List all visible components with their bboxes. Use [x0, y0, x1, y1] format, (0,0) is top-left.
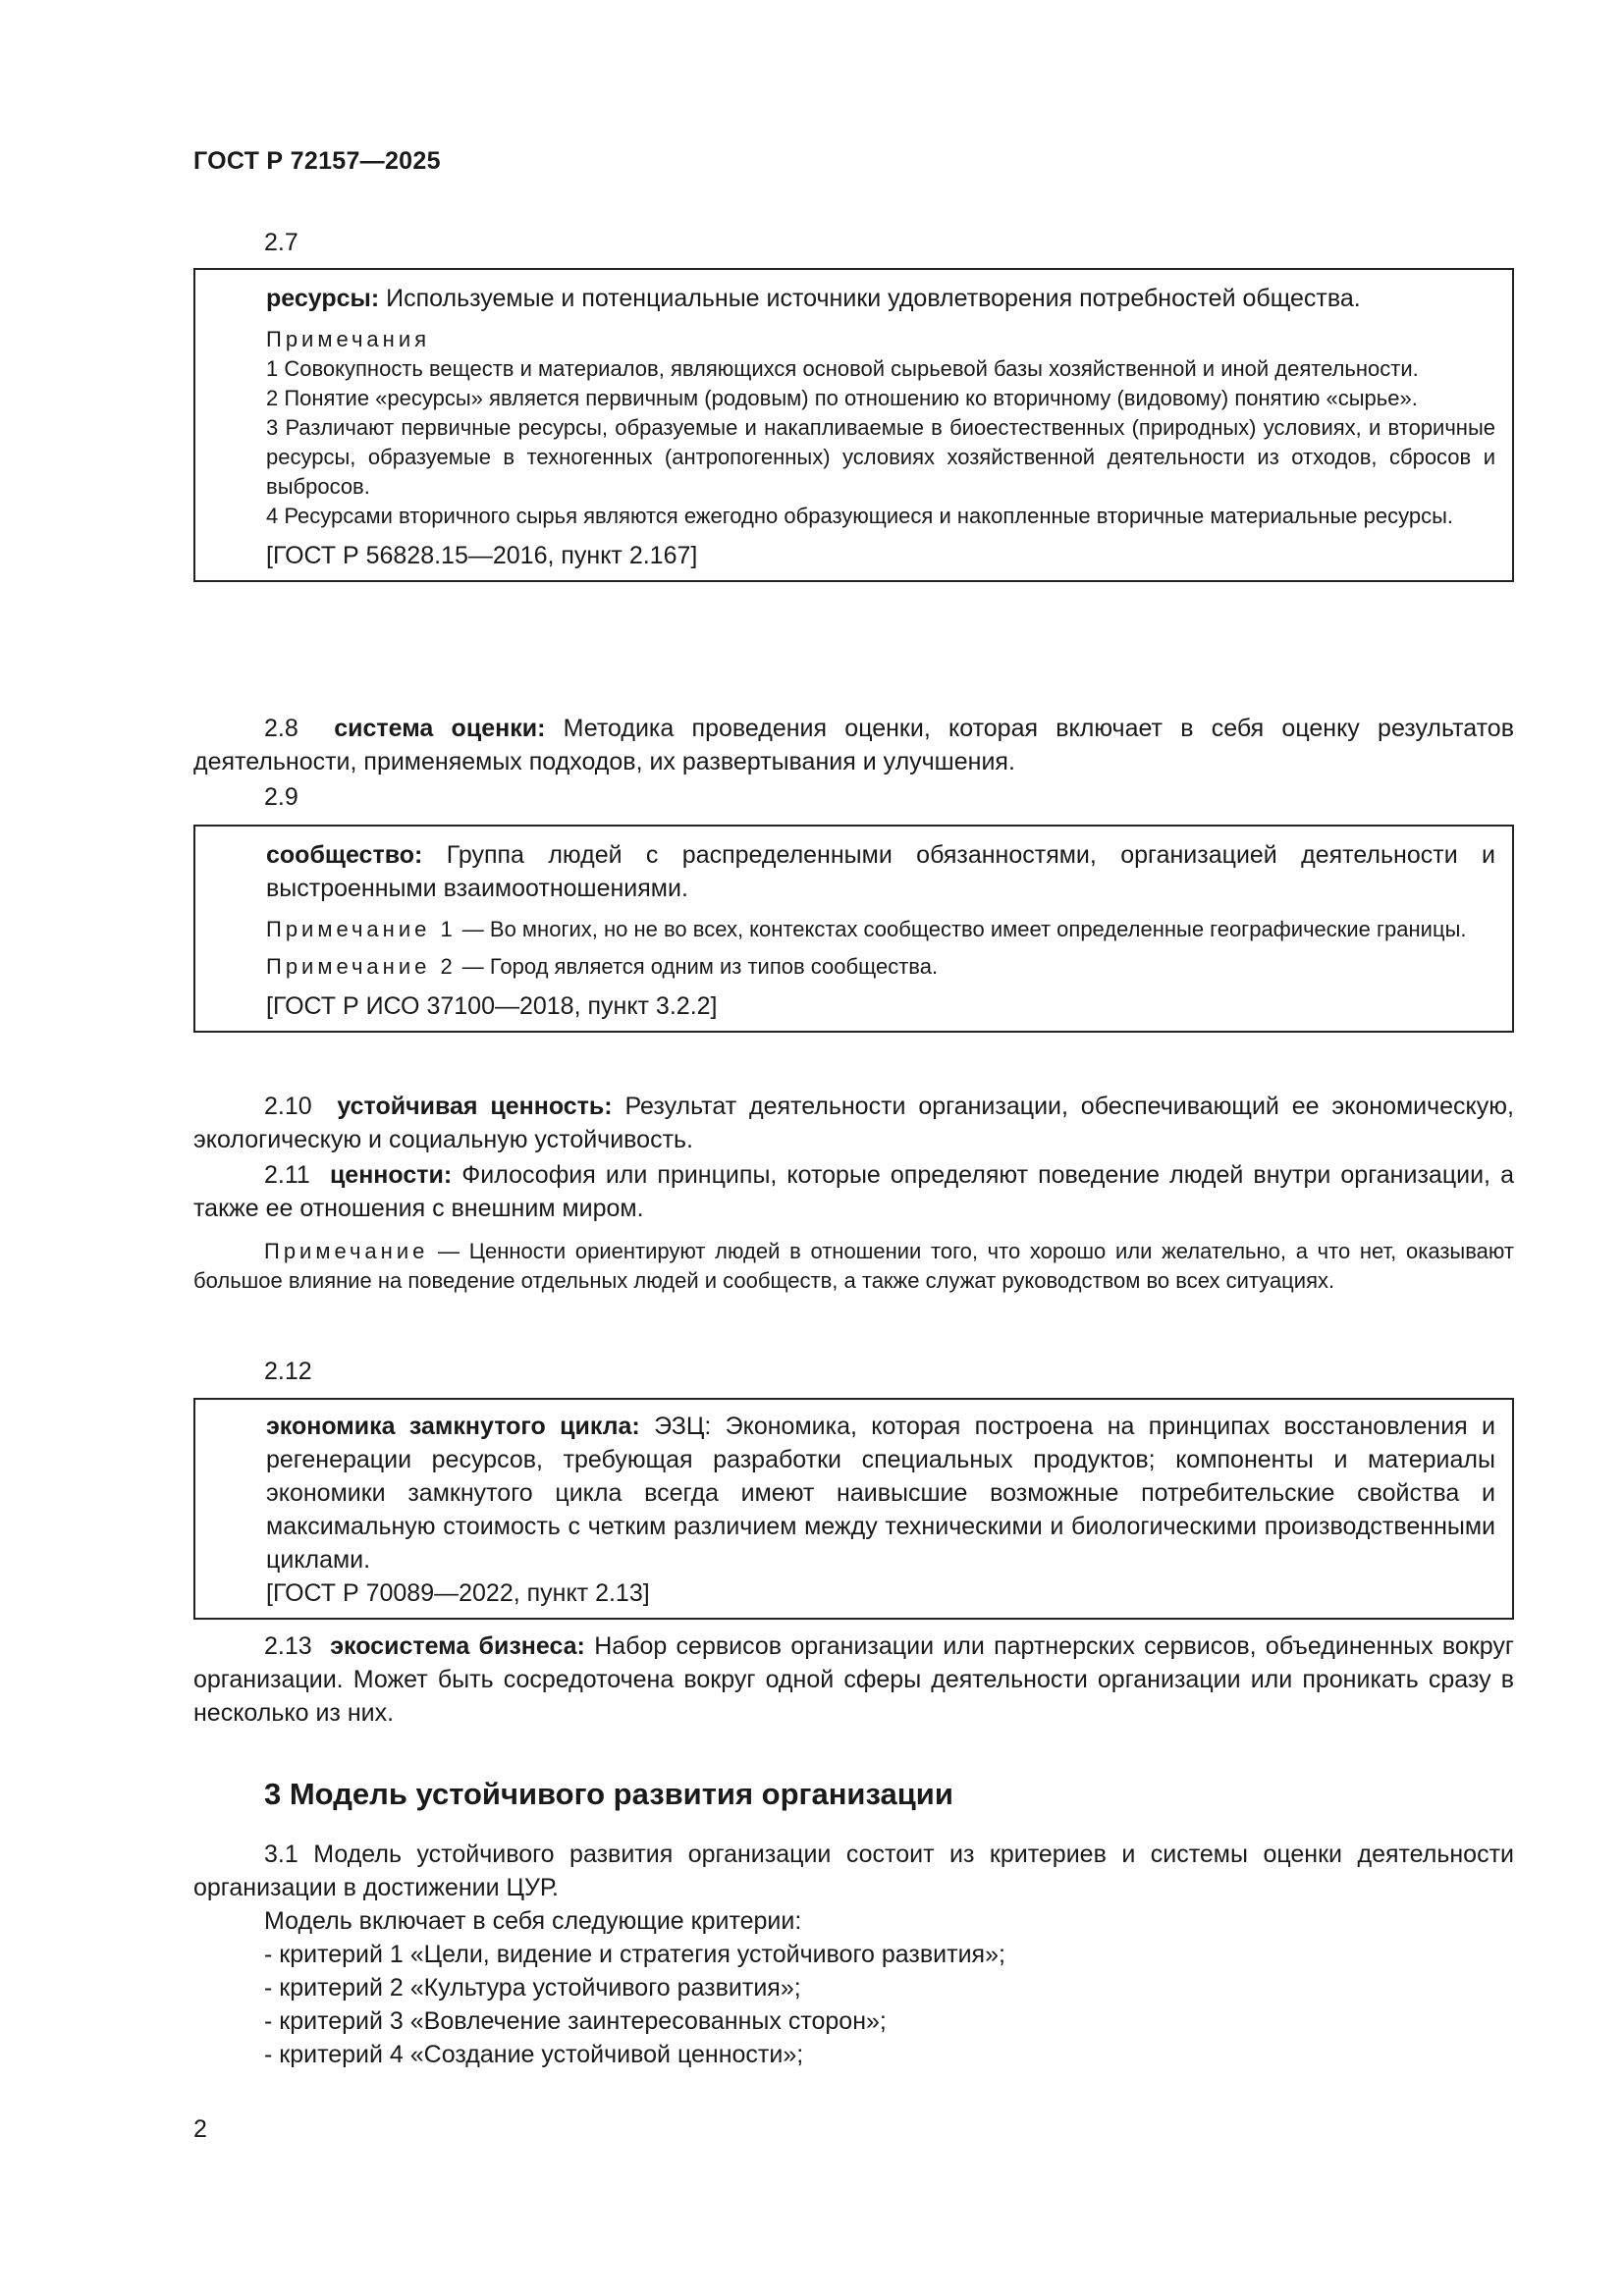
- list-item: - критерий 4 «Создание устойчивой ценности»;: [264, 2041, 804, 2068]
- note-item: 3 Различают первичные ресурсы, образуемые и накапливаемые в биоестественных (природных) условиях, и вторичные ресурсы, образуемые в техногенных (антропогенных) условиях хозяйственной деятельности из отходов, сбросов и выбросов.: [266, 415, 1495, 499]
- term-definition: [266, 282, 1495, 315]
- term-name: сообщество:: [266, 841, 423, 869]
- list-item: - критерий 2 «Культура устойчивого развития»;: [264, 1974, 801, 2002]
- term-number: 2.11: [264, 1161, 310, 1189]
- note-item: 4 Ресурсами вторичного сырья являются ежегодно образующиеся и накопленные вторичные материальные ресурсы.: [266, 504, 1454, 528]
- definition-text: Группа людей с распределенными обязанностями, организацией деятельности и выстроенными взаимоотношениями.: [266, 841, 1495, 902]
- term-number: 2.8: [264, 715, 298, 742]
- term-2-11: [193, 1158, 1514, 1225]
- term-name: ценности:: [329, 1161, 453, 1189]
- list-item: - критерий 1 «Цели, видение и стратегия устойчивого развития»;: [264, 1941, 1005, 1968]
- note-text: — Во многих, но не во всех, контекстах сообщество имеет определенные географические границы.: [456, 917, 1467, 941]
- term-name: экосистема бизнеса:: [330, 1632, 585, 1660]
- term-name: система оценки:: [334, 715, 546, 742]
- term-number: 2.12: [264, 1358, 312, 1385]
- note-item: 1 Совокупность веществ и материалов, являющихся основой сырьевой базы хозяйственной и иной деятельности.: [266, 356, 1419, 381]
- definition-text: Используемые и потенциальные источники удовлетворения потребностей общества.: [386, 285, 1361, 312]
- note-item: [266, 915, 1495, 944]
- definition-text: Результат деятельности организации, обеспечивающий ее экономическую, экологическую и социальную устойчивость.: [193, 1093, 1514, 1153]
- note-text: — Город является одним из типов сообщества.: [456, 954, 939, 979]
- term-box-2-9: [193, 825, 1514, 1033]
- notes-title: Примечания: [266, 327, 431, 351]
- term-definition: [266, 838, 1495, 905]
- term-name: устойчивая ценность:: [337, 1093, 613, 1120]
- definition-text: Философия или принципы, которые определяют поведение людей внутри организации, а также ее отношения с внешним миром.: [193, 1161, 1514, 1222]
- term-2-10: [193, 1090, 1514, 1156]
- term-box-2-7: [193, 268, 1514, 582]
- term-2-13: [193, 1629, 1514, 1730]
- note-2-11: [193, 1237, 1514, 1296]
- note-label: Примечание 1: [266, 917, 457, 941]
- term-number: 2.7: [264, 229, 298, 256]
- term-source: [ГОСТ Р 70089—2022, пункт 2.13]: [266, 1579, 650, 1607]
- term-source: [ГОСТ Р 56828.15—2016, пункт 2.167]: [266, 542, 698, 569]
- term-number: 2.10: [264, 1093, 312, 1120]
- paragraph-3-1: 3.1 Модель устойчивого развития организации состоит из критериев и системы оценки деятельности организации в достижении ЦУР.: [193, 1841, 1514, 1901]
- criteria-intro: Модель включает в себя следующие критерии:: [264, 1907, 802, 1935]
- term-definition: [266, 1410, 1495, 1576]
- definition-text: Набор сервисов организации или партнерских сервисов, объединенных вокруг организации. Может быть сосредоточена вокруг одной сферы деятельности организации или проникать сразу в несколько из них.: [193, 1632, 1514, 1727]
- note-text: — Ценности ориентируют людей в отношении того, что хорошо или желательно, а что нет, оказывают большое влияние на поведение отдельных людей и сообществ, а также служат руководством во всех ситуациях.: [193, 1239, 1514, 1293]
- section-heading: 3 Модель устойчивого развития организации: [264, 1777, 953, 1811]
- definition-text: ЭЗЦ: Экономика, которая построена на принципах восстановления и регенерации ресурсов, требующая разработки специальных продуктов; компоненты и материалы экономики замкнутого цикла всегда имеют наивысшие возможные потребительские свойства и максимальную стоимость с четким различием между техническими и биологическими производственными циклами.: [266, 1413, 1496, 1574]
- note-label: Примечание: [264, 1239, 429, 1263]
- term-box-2-12: [193, 1398, 1514, 1620]
- note-item: [266, 952, 1495, 982]
- note-item: 2 Понятие «ресурсы» является первичным (родовым) по отношению ко вторичному (видовому) понятию «сырье».: [266, 386, 1418, 410]
- term-name: ресурсы:: [266, 285, 380, 312]
- document-header: ГОСТ Р 72157—2025: [193, 147, 441, 175]
- note-label: Примечание 2: [266, 954, 457, 979]
- term-2-8: [193, 712, 1514, 778]
- term-source: [ГОСТ Р ИСО 37100—2018, пункт 3.2.2]: [266, 992, 718, 1020]
- list-item: - критерий 3 «Вовлечение заинтересованных сторон»;: [264, 2007, 887, 2035]
- term-number: 2.13: [264, 1632, 312, 1660]
- term-name: экономика замкнутого цикла:: [266, 1413, 640, 1440]
- term-number: 2.9: [264, 783, 298, 811]
- definition-text: Методика проведения оценки, которая включает в себя оценку результатов деятельности, применяемых подходов, их развертывания и улучшения.: [193, 715, 1514, 775]
- page-number: 2: [193, 2115, 207, 2143]
